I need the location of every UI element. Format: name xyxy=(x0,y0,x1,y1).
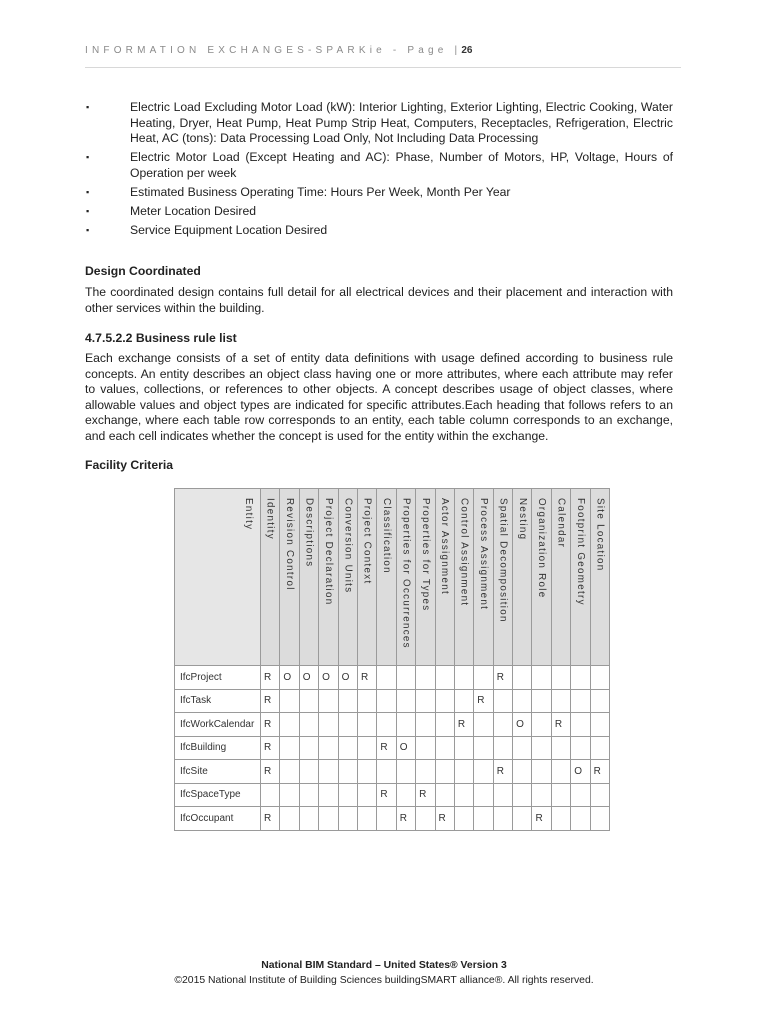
usage-cell xyxy=(299,713,318,737)
business-rule-heading: 4.7.5.2.2 Business rule list xyxy=(85,331,237,345)
column-header xyxy=(532,489,551,666)
usage-cell xyxy=(551,666,570,690)
usage-cell xyxy=(435,783,454,807)
usage-cell xyxy=(474,666,493,690)
usage-cell: R xyxy=(261,666,280,690)
usage-cell xyxy=(280,807,299,831)
usage-cell xyxy=(435,760,454,784)
usage-cell xyxy=(513,807,532,831)
usage-cell xyxy=(338,807,357,831)
usage-cell xyxy=(454,736,473,760)
usage-cell xyxy=(357,783,376,807)
entity-cell: IfcBuilding xyxy=(175,736,261,760)
usage-cell: R xyxy=(357,666,376,690)
column-header-label: Project Context xyxy=(361,498,373,585)
column-header xyxy=(338,489,357,666)
list-item xyxy=(86,223,673,239)
usage-cell xyxy=(319,736,338,760)
usage-cell: R xyxy=(261,736,280,760)
column-header-label: Process Assignment xyxy=(477,498,489,611)
usage-cell: O xyxy=(338,666,357,690)
usage-cell xyxy=(590,689,609,713)
bullet-icon: ▪ xyxy=(86,102,90,112)
business-rule-paragraph: Each exchange consists of a set of entity data definitions with usage defined according to business rule concepts. An entity describes an object class having one or more attributes, where each attribute may refer to values, collections, or references to other objects. A concept describes usage of object classes, where allowable values and object types are indicated for specific attributes.Each heading that follows refers to an exchange, where each table row corresponds to an entity, each table column corresponds to an exchange, and each cell indicates whether the concept is used for the entity within the exchange. xyxy=(85,351,673,443)
running-header xyxy=(85,45,680,56)
usage-cell xyxy=(571,736,590,760)
facility-criteria-heading: Facility Criteria xyxy=(85,458,174,472)
usage-cell xyxy=(377,807,396,831)
usage-cell: O xyxy=(319,666,338,690)
usage-cell xyxy=(416,736,435,760)
column-header-label: Spatial Decomposition xyxy=(497,498,509,623)
usage-cell xyxy=(416,666,435,690)
usage-cell: R xyxy=(435,807,454,831)
usage-cell xyxy=(513,736,532,760)
usage-cell xyxy=(377,666,396,690)
usage-cell xyxy=(396,760,415,784)
list-item xyxy=(86,100,673,147)
usage-cell xyxy=(319,807,338,831)
usage-cell xyxy=(299,689,318,713)
entity-cell: IfcTask xyxy=(175,689,261,713)
usage-cell xyxy=(571,783,590,807)
column-header-label: Actor Assignment xyxy=(439,498,451,596)
table-row xyxy=(175,689,610,713)
usage-cell xyxy=(280,736,299,760)
usage-cell xyxy=(377,760,396,784)
usage-cell xyxy=(454,807,473,831)
usage-cell: R xyxy=(261,807,280,831)
page-number: 26 xyxy=(461,45,473,56)
usage-cell xyxy=(396,666,415,690)
entity-cell: IfcSpaceType xyxy=(175,783,261,807)
usage-cell xyxy=(357,713,376,737)
usage-cell xyxy=(532,689,551,713)
usage-cell xyxy=(590,666,609,690)
bullet-icon: ▪ xyxy=(86,152,90,162)
column-header xyxy=(454,489,473,666)
usage-cell xyxy=(396,783,415,807)
usage-cell: R xyxy=(261,689,280,713)
table-row xyxy=(175,760,610,784)
column-header-label: Project Declaration xyxy=(322,498,334,606)
usage-cell xyxy=(493,689,512,713)
column-header xyxy=(299,489,318,666)
usage-cell xyxy=(474,783,493,807)
usage-cell xyxy=(571,713,590,737)
column-header xyxy=(590,489,609,666)
usage-cell: O xyxy=(280,666,299,690)
column-header xyxy=(396,489,415,666)
usage-cell xyxy=(551,807,570,831)
usage-cell xyxy=(571,689,590,713)
column-header xyxy=(513,489,532,666)
bullet-icon: ▪ xyxy=(86,224,90,235)
usage-cell xyxy=(319,760,338,784)
list-item xyxy=(86,204,673,220)
usage-cell: R xyxy=(493,760,512,784)
column-header xyxy=(571,489,590,666)
list-item-text: Service Equipment Location Desired xyxy=(130,222,328,237)
usage-cell xyxy=(493,807,512,831)
usage-cell xyxy=(454,783,473,807)
usage-cell xyxy=(435,736,454,760)
usage-cell: R xyxy=(377,783,396,807)
list-item-text: Meter Location Desired xyxy=(130,203,256,218)
column-header xyxy=(377,489,396,666)
facility-criteria-table xyxy=(174,488,610,831)
usage-cell xyxy=(435,666,454,690)
column-header-label: Conversion Units xyxy=(342,498,354,594)
usage-cell xyxy=(551,736,570,760)
list-item xyxy=(86,185,673,201)
usage-cell xyxy=(571,666,590,690)
list-item xyxy=(86,150,673,181)
bullet-icon: ▪ xyxy=(86,205,90,216)
list-item-text: Electric Motor Load (Except Heating and AC): Phase, Number of Motors, HP, Voltage, Hours of Operation per week xyxy=(130,150,673,180)
column-header-label: Nesting xyxy=(516,498,528,541)
design-coordinated-heading: Design Coordinated xyxy=(85,264,201,278)
usage-cell xyxy=(280,760,299,784)
usage-cell xyxy=(532,713,551,737)
usage-cell xyxy=(474,736,493,760)
entity-cell: IfcOccupant xyxy=(175,807,261,831)
usage-cell: R xyxy=(377,736,396,760)
usage-cell xyxy=(280,783,299,807)
usage-cell: R xyxy=(474,689,493,713)
usage-cell xyxy=(435,689,454,713)
usage-cell: O xyxy=(396,736,415,760)
usage-cell xyxy=(357,736,376,760)
usage-cell xyxy=(357,760,376,784)
usage-cell xyxy=(338,736,357,760)
usage-cell xyxy=(435,713,454,737)
table-row xyxy=(175,783,610,807)
usage-cell xyxy=(299,783,318,807)
usage-cell xyxy=(416,713,435,737)
bullet-list xyxy=(86,100,673,242)
usage-cell xyxy=(454,689,473,713)
usage-cell: R xyxy=(590,760,609,784)
usage-cell: R xyxy=(551,713,570,737)
usage-cell xyxy=(532,783,551,807)
column-header xyxy=(474,489,493,666)
column-header-label: Footprint Geometry xyxy=(574,498,586,606)
column-header-label: Calendar xyxy=(555,498,567,549)
usage-cell xyxy=(338,689,357,713)
usage-cell xyxy=(571,807,590,831)
usage-cell xyxy=(396,713,415,737)
column-header-label: Control Assignment xyxy=(458,498,470,607)
column-header xyxy=(493,489,512,666)
usage-cell: O xyxy=(513,713,532,737)
usage-cell xyxy=(377,689,396,713)
usage-cell xyxy=(416,689,435,713)
column-header-label: Entity xyxy=(243,498,254,531)
table-row xyxy=(175,807,610,831)
usage-cell xyxy=(319,689,338,713)
header-title: INFORMATION EXCHANGES-SPARKie - Page xyxy=(85,45,448,56)
usage-cell xyxy=(493,783,512,807)
usage-cell xyxy=(513,689,532,713)
column-header xyxy=(551,489,570,666)
usage-cell xyxy=(493,713,512,737)
usage-cell: O xyxy=(299,666,318,690)
column-header-label: Descriptions xyxy=(303,498,315,568)
column-header xyxy=(319,489,338,666)
usage-cell xyxy=(319,713,338,737)
usage-cell: R xyxy=(261,713,280,737)
header-separator: | xyxy=(454,45,462,56)
usage-cell xyxy=(319,783,338,807)
usage-cell: R xyxy=(416,783,435,807)
table-row xyxy=(175,713,610,737)
table-row xyxy=(175,666,610,690)
usage-cell xyxy=(590,713,609,737)
entity-cell: IfcProject xyxy=(175,666,261,690)
design-coordinated-paragraph: The coordinated design contains full detail for all electrical devices and their placement and interaction with other services within the building. xyxy=(85,285,673,315)
usage-cell xyxy=(532,666,551,690)
column-header-label: Identity xyxy=(264,498,276,540)
usage-cell xyxy=(416,807,435,831)
usage-cell xyxy=(590,807,609,831)
usage-cell xyxy=(590,736,609,760)
usage-cell xyxy=(551,760,570,784)
bullet-icon: ▪ xyxy=(86,186,90,197)
footer-copyright: ©2015 National Institute of Building Sciences buildingSMART alliance®. All rights reserved. xyxy=(174,975,594,986)
usage-cell xyxy=(474,807,493,831)
usage-cell: R xyxy=(261,760,280,784)
column-header-entity xyxy=(175,489,261,666)
usage-cell xyxy=(474,760,493,784)
usage-cell xyxy=(513,783,532,807)
column-header xyxy=(416,489,435,666)
column-header-label: Properties for Occurrences xyxy=(400,498,412,649)
usage-cell xyxy=(299,736,318,760)
usage-cell xyxy=(338,760,357,784)
usage-cell xyxy=(261,783,280,807)
table-row xyxy=(175,736,610,760)
footer-standard: National BIM Standard – United States® Version 3 xyxy=(261,960,507,971)
usage-cell xyxy=(338,713,357,737)
column-header xyxy=(357,489,376,666)
usage-cell: R xyxy=(454,713,473,737)
usage-cell: R xyxy=(396,807,415,831)
column-header-label: Organization Role xyxy=(536,498,548,599)
usage-cell xyxy=(357,689,376,713)
entity-cell: IfcWorkCalendar xyxy=(175,713,261,737)
column-header xyxy=(261,489,280,666)
header-rule xyxy=(85,67,681,68)
usage-cell xyxy=(532,736,551,760)
entity-cell: IfcSite xyxy=(175,760,261,784)
usage-cell xyxy=(551,689,570,713)
usage-cell xyxy=(299,760,318,784)
usage-cell: R xyxy=(532,807,551,831)
usage-cell xyxy=(377,713,396,737)
usage-cell xyxy=(532,760,551,784)
usage-cell xyxy=(338,783,357,807)
usage-cell xyxy=(474,713,493,737)
column-header-label: Classification xyxy=(381,498,393,574)
list-item-text: Electric Load Excluding Motor Load (kW): Interior Lighting, Exterior Lighting, Electric Cooking, Water Heating, Dryer, Heat Pump, Heat Pump Strip Heat, Computers, Receptacles, Refrigeration, Electric Heat, AC (tons): Data Processing Load Only, Not Including Data Processing xyxy=(130,100,673,145)
usage-cell: O xyxy=(571,760,590,784)
usage-cell xyxy=(493,736,512,760)
usage-cell xyxy=(299,807,318,831)
column-header-label: Site Location xyxy=(594,498,606,572)
usage-cell xyxy=(280,689,299,713)
usage-cell: R xyxy=(493,666,512,690)
usage-cell xyxy=(396,689,415,713)
usage-cell xyxy=(590,783,609,807)
usage-cell xyxy=(551,783,570,807)
usage-cell xyxy=(454,760,473,784)
list-item-text: Estimated Business Operating Time: Hours Per Week, Month Per Year xyxy=(130,184,511,199)
usage-cell xyxy=(416,760,435,784)
column-header xyxy=(435,489,454,666)
usage-cell xyxy=(513,760,532,784)
column-header-label: Properties for Types xyxy=(419,498,431,612)
column-header xyxy=(280,489,299,666)
usage-cell xyxy=(513,666,532,690)
usage-cell xyxy=(454,666,473,690)
usage-cell xyxy=(357,807,376,831)
usage-cell xyxy=(280,713,299,737)
column-header-label: Revision Control xyxy=(284,498,296,591)
